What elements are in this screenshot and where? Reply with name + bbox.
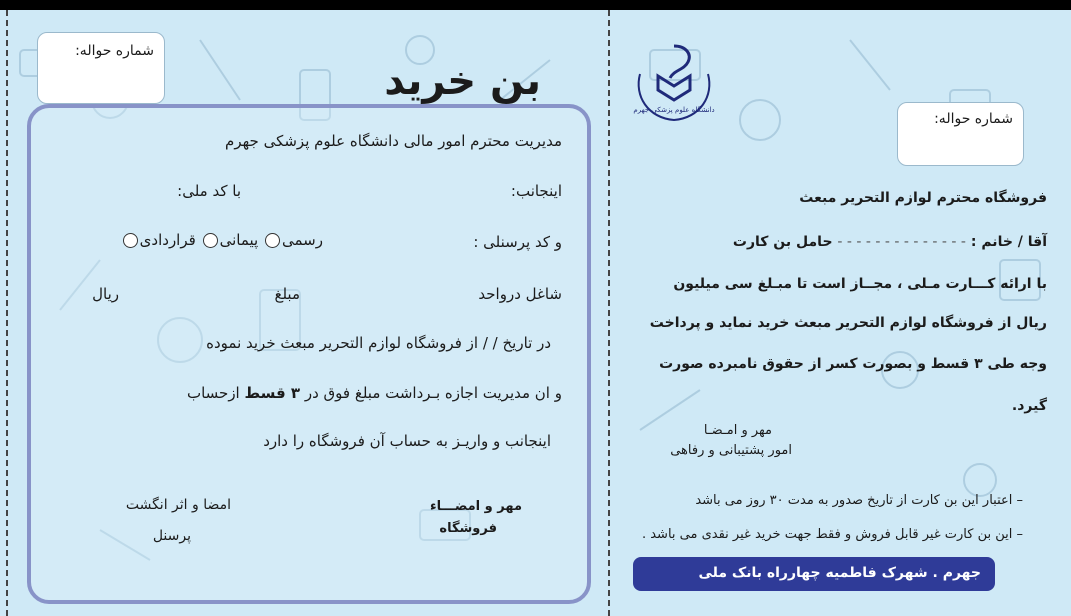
body-line-3: وجه طی ۳ قسط و بصورت کسر از حقوق نامبرده صورت bbox=[659, 356, 1047, 372]
type-contractual-label: پیمانی bbox=[219, 231, 259, 249]
personnel-code-label: و کد پرسنلی : bbox=[473, 233, 562, 251]
store-signature-2: فروشگاه bbox=[439, 521, 497, 536]
installments-count: ۳ قسط bbox=[244, 384, 301, 402]
type-temporary-checkbox[interactable] bbox=[123, 233, 138, 248]
holder-label: آقا / خانم : bbox=[970, 234, 1047, 250]
note-1: – اعتبار این بن کارت از تاریخ صدور به مدت ۳۰ روز می باشد bbox=[695, 493, 1023, 508]
permit-text-b: ازحساب bbox=[186, 384, 240, 402]
coupon-frame bbox=[27, 104, 591, 604]
address-text: جهرم . شهرک فاطمیه چهارراه بانک ملی bbox=[698, 565, 981, 581]
cut-line-left bbox=[6, 10, 8, 616]
body-line-2: ریال از فروشگاه لوازم التحریر مبعث خرید نماید و پرداخت bbox=[649, 315, 1047, 331]
coupon-title: بن خرید bbox=[384, 58, 541, 104]
personnel-signature-1: امضا و اثر انگشت bbox=[125, 497, 231, 513]
right-ref-label: شماره حواله: bbox=[934, 111, 1013, 127]
type-official-label: رسمی bbox=[282, 231, 323, 249]
holder-line bbox=[733, 234, 1047, 250]
permit-text-a: و ان مدیریت اجازه بـرداشت مبلغ فوق در bbox=[304, 384, 562, 402]
body-line-4: گیرد. bbox=[1011, 398, 1047, 414]
type-official-checkbox[interactable] bbox=[265, 233, 280, 248]
rial-label: ریال bbox=[92, 285, 119, 303]
seal-label-1: مهر و امـضـا bbox=[703, 423, 772, 438]
right-ref-box bbox=[897, 102, 1024, 166]
holder-suffix: حامل بن کارت bbox=[732, 234, 833, 250]
store-line: فروشگاه محترم لوازم التحریر مبعث bbox=[799, 190, 1047, 206]
applicant-label: اینجانب: bbox=[510, 182, 562, 200]
type-temporary-label: قراردادی bbox=[139, 231, 196, 249]
top-bar bbox=[0, 0, 1071, 10]
left-line1: مدیریت محترم امور مالی دانشگاه علوم پزشکی جهرم bbox=[225, 132, 562, 150]
seal-label-2: امور پشتیبانی و رفاهی bbox=[670, 443, 792, 458]
address-banner bbox=[633, 557, 995, 591]
store-signature-1: مهر و امضـــاء bbox=[429, 499, 522, 514]
left-ref-label: شماره حواله: bbox=[75, 43, 154, 59]
body-line-1: با ارائه کـــارت مـلی ، مجــاز است تا مبـلغ سی میلیون bbox=[673, 276, 1047, 292]
employed-label: شاغل درواحد bbox=[478, 285, 562, 303]
national-code-label: با کد ملی: bbox=[177, 182, 241, 200]
permit-line bbox=[187, 384, 562, 402]
amount-label: مبلغ bbox=[274, 285, 300, 303]
cut-line-middle bbox=[608, 10, 610, 616]
employment-options bbox=[121, 231, 323, 249]
university-logo bbox=[628, 36, 720, 128]
holder-blank: - - - - - - - - - - - - - - bbox=[837, 234, 966, 250]
note-2: – این بن کارت غیر قابل فروش و فقط جهت خرید غیر نقدی می باشد . bbox=[641, 527, 1023, 542]
date-line: در تاریخ / / از فروشگاه لوازم التحریر مبعث خرید نموده bbox=[206, 334, 551, 352]
logo-text: دانشگاه علوم پزشکی جهرم bbox=[633, 106, 715, 114]
left-ref-box bbox=[37, 32, 165, 104]
type-contractual-checkbox[interactable] bbox=[203, 233, 218, 248]
deposit-line: اینجانب و واریـز به حساب آن فروشگاه را دارد bbox=[263, 432, 551, 450]
personnel-signature-2: پرسنل bbox=[152, 528, 191, 544]
